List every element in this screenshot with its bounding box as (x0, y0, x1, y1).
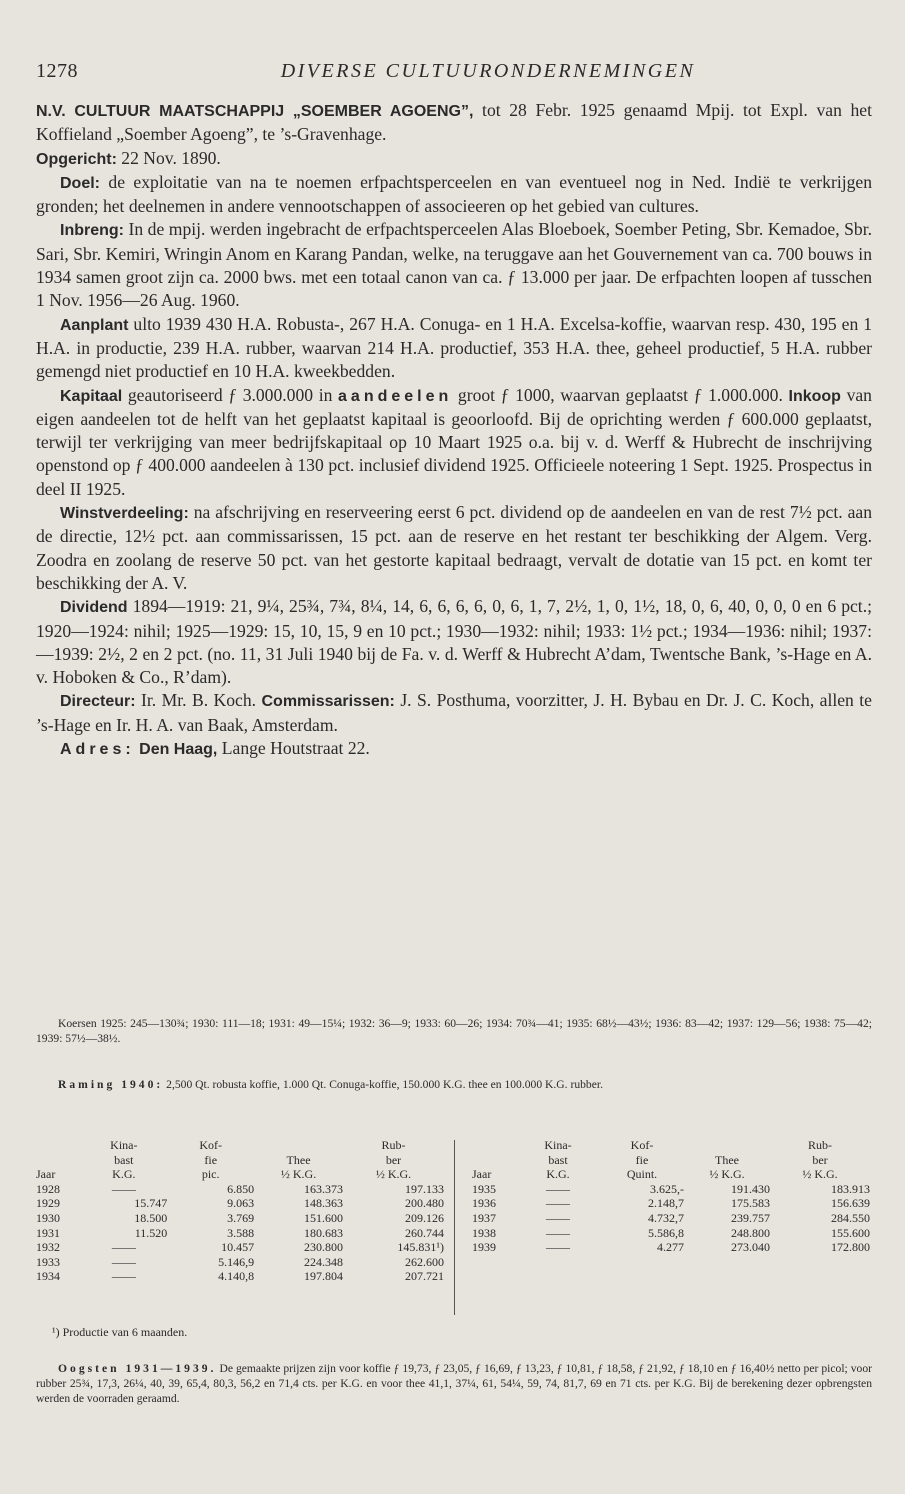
table-row (472, 1182, 870, 1197)
table-cell: 3.625,- (650, 1181, 684, 1196)
table-cell: 180.683 (303, 1225, 343, 1240)
aanplant-text: ulto 1939 430 H.A. Robusta-, 267 H.A. Conuga- en 1 H.A. Excelsa-koffie, waarvan resp. 430, 195 en 1 H.A. in productie, 239 H.A. rubber, waarvan 214 H.A. productief, 353 H.A. thee, geheel productief, 5 H.A. rubber gemengd niet productief en 10 H.A. kweekbedden. (36, 313, 872, 382)
kapitaal-paragraph (36, 384, 872, 501)
table-cell: 1930 (36, 1210, 60, 1225)
table-header-cell (684, 1138, 770, 1153)
table-header-cell: ½ K.G. (709, 1167, 745, 1182)
table-row (472, 1196, 870, 1211)
table-header-row (36, 1167, 444, 1182)
inkoop-label: Inkoop (788, 387, 841, 405)
table-cell: 9.063 (227, 1196, 255, 1211)
table-cell: 151.600 (303, 1210, 343, 1225)
commissarissen-text: J. S. Posthuma, voorzitter, J. H. Bybau en Dr. J. C. Koch, allen te ’s-Hage en Ir. H. A. van Baak, Amsterdam. (36, 690, 872, 735)
table-cell: 3.769 (227, 1210, 255, 1225)
table-cell: 18.500 (134, 1210, 168, 1225)
table-cell: 15.747 (134, 1196, 168, 1211)
opgericht-paragraph (36, 147, 872, 171)
table-row (472, 1211, 870, 1226)
table-cell: 224.348 (303, 1254, 343, 1269)
dividend-text: 1894—1919: 21, 9¼, 25¾, 7¾, 8¼, 14, 6, 6, 6, 6, 0, 6, 1, 7, 2½, 1, 0, 1½, 18, 0, 6, 40, 0, 0, 0 en 6 pct.; 1920—1924: nihil; 1925—1929: 15, 10, 15, 9 en 10 pct.; 1930—1932: nihil; 1933: 1½ pct.; 1934—1936: nihil; 1937: —1939: 2½, 2 en 2 pct. (no. 11, 31 Juli 1940 bij de Fa. v. d. Werff & Hubrecht A’dam, Twentsche Bank, ’s-Hage en A. v. Hoboken & Co., R’dam). (36, 596, 872, 688)
running-title: DIVERSE CULTUURONDERNEMINGEN (280, 60, 696, 82)
table-header-cell: Thee (286, 1152, 311, 1167)
aanplant-paragraph (36, 313, 872, 384)
company-entry (36, 99, 872, 761)
table-header-row (472, 1167, 870, 1182)
table-cell: 1935 (472, 1181, 496, 1196)
table-header-cell: Kof- (199, 1138, 223, 1152)
table-cell: 155.600 (831, 1225, 870, 1240)
table-row (472, 1226, 870, 1241)
table-header-cell (472, 1153, 516, 1168)
production-table-left (36, 1138, 444, 1284)
winst-text: na afschrijving en reserveering eerst 6 pct. dividend op de aandeelen en van de rest 7½ pct. aan de directie, 12½ pct. aan commissarissen, 15 pct. aan de reserve en het restant ter beschikking der Algem. Verg. Zoodra en zoolang de reserve 50 pct. van het gestorte kapitaal bedraagt, vervalt de dotatie van 15 pct. en komt ter beschikking der A. V. (36, 502, 872, 593)
table-cell: —— (546, 1225, 570, 1240)
table-cell: 183.913 (831, 1181, 870, 1196)
table-header-cell: bast (548, 1152, 568, 1167)
table-cell: 207.721 (405, 1269, 444, 1284)
adres-city: Den Haag, (134, 741, 218, 759)
table-header-cell: ber (385, 1152, 402, 1167)
table-header-cell: Jaar (36, 1167, 56, 1182)
table-header-cell (254, 1138, 343, 1153)
table-header-cell: ½ K.G. (802, 1167, 838, 1182)
adres-label: Adres: (60, 741, 135, 759)
table-cell: 1936 (472, 1196, 496, 1211)
table-cell: —— (546, 1240, 570, 1255)
table-header-cell: ½ K.G. (375, 1167, 412, 1182)
table-header-cell: bast (114, 1152, 134, 1167)
aanplant-label: Aanplant (60, 316, 129, 334)
raming-label: Raming 1940: (58, 1078, 164, 1091)
table-row (36, 1226, 444, 1241)
table-row (36, 1211, 444, 1226)
table-cell: 1928 (36, 1181, 60, 1196)
table-row (36, 1269, 444, 1284)
dividend-label: Dividend (60, 599, 128, 617)
table-cell: 3.588 (227, 1225, 255, 1240)
oogsten-block (36, 1361, 872, 1406)
table-row (472, 1240, 870, 1255)
koersen-block (36, 1016, 872, 1046)
commissarissen-label: Commissarissen: (261, 693, 395, 711)
opgericht-text: 22 Nov. 1890. (116, 147, 221, 168)
table-cell: 2.148,7 (648, 1196, 684, 1211)
adres-paragraph (36, 737, 872, 761)
raming-block (36, 1077, 872, 1092)
doel-paragraph (36, 171, 872, 219)
directeur-label: Directeur: (60, 693, 136, 711)
inkoop-text: van eigen aandeelen tot de helft van het geplaatst kapitaal is geoorloofd. Bij de oprichting werden ƒ 600.000 geplaatst, terwijl ter verkrijging van meer bedrijfskapitaal op 10 Maart 1925 o.a. bij v. d. Werff & Hubrecht de inschrijving openstond op ƒ 400.000 aandeelen à 130 pct. inclusief dividend 1925. Officieele noteering 1 Sept. 1925. Prospectus in deel II 1925. (36, 384, 872, 499)
dividend-paragraph (36, 595, 872, 689)
table-cell: 4.732,7 (648, 1210, 684, 1225)
table-header-cell: Kina- (110, 1138, 138, 1152)
table-cell: 209.126 (405, 1210, 444, 1225)
table-cell: —— (546, 1181, 570, 1196)
table-row (36, 1255, 444, 1270)
doel-label: Doel: (60, 174, 100, 192)
table-row (36, 1240, 444, 1255)
table-cell: 260.744 (405, 1225, 444, 1240)
table-cell: 4.277 (657, 1240, 684, 1255)
table-cell: 262.600 (405, 1254, 444, 1269)
winst-label: Winstverdeeling: (60, 505, 189, 523)
table-cell: 10.457 (221, 1240, 255, 1255)
table-header-cell: Quint. (626, 1167, 658, 1182)
table-cell: 1934 (36, 1269, 60, 1284)
table-cell: 230.800 (303, 1240, 343, 1255)
table-cell: 163.373 (303, 1181, 343, 1196)
table-cell: —— (111, 1181, 136, 1196)
table-header-cell: Thee (715, 1152, 739, 1167)
table-header-cell (472, 1138, 516, 1153)
table-cell: 172.800 (831, 1240, 870, 1255)
table-cell: —— (111, 1269, 136, 1284)
inbreng-label: Inbreng: (60, 222, 124, 240)
table-cell: —— (546, 1196, 570, 1211)
table-header-cell: Rub- (808, 1138, 832, 1152)
table-cell: 197.804 (303, 1269, 343, 1284)
kapitaal-label: Kapitaal (60, 387, 123, 405)
table-header-row (472, 1153, 870, 1168)
adres-text: Lange Houtstraat 22. (217, 738, 370, 759)
table-header-row (36, 1138, 444, 1153)
table-cell: 284.550 (831, 1210, 870, 1225)
table-cell: 191.430 (731, 1181, 770, 1196)
table-cell: 1932 (36, 1240, 60, 1255)
table-header-row (36, 1153, 444, 1168)
directeur-text: Ir. Mr. B. Koch. (135, 690, 262, 711)
table-header-cell (36, 1153, 80, 1168)
table-cell: 156.639 (831, 1196, 870, 1211)
table-header-cell: K.G. (546, 1167, 570, 1182)
opgericht-label: Opgericht: (36, 150, 117, 168)
table-cell: 4.140,8 (218, 1269, 255, 1284)
table-cell: 175.583 (731, 1196, 770, 1211)
table-cell: —— (546, 1210, 570, 1225)
koersen-text: Koersen 1925: 245—130¾; 1930: 111—18; 1931: 49—15¼; 1932: 36—9; 1933: 60—26; 1934: 70¾—41; 1935: 68½—43½; 1936: 83—42; 1937: 129—56; 1938: 75—42; 1939: 57½—38½. (36, 1017, 872, 1045)
table-cell: 5.146,9 (218, 1254, 255, 1269)
inbreng-text: In de mpij. werden ingebracht de erfpachtsperceelen Alas Bloeboek, Soember Peting, Sbr. Kemadoe, Sbr. Sari, Sbr. Kemiri, Wringin Anom en Karang Pandan, welke, na teruggave aan het Gouvernement van ca. 700 bouws in 1934 samen groot zijn ca. 2000 bws. met een totaal canon van ca. ƒ 13.000 per jaar. De erfpachten loopen af tusschen 1 Nov. 1956—26 Aug. 1960. (36, 219, 872, 311)
table-cell: 1929 (36, 1196, 60, 1211)
table-cell: 239.757 (731, 1210, 770, 1225)
winst-paragraph (36, 501, 872, 595)
table-header-cell: pic. (201, 1167, 220, 1182)
table-header-cell (36, 1138, 80, 1153)
table-header-row (472, 1138, 870, 1153)
table-row (36, 1196, 444, 1211)
table-header-cell: fie (635, 1152, 649, 1167)
doel-text: de exploitatie van na te noemen erfpachtsperceelen en van eventueel nog in Ned. Indië te verkrijgen gronden; het deelnemen in andere vennootschappen of associeeren op het gebied van cultures. (36, 171, 872, 217)
table-header-cell: Kof- (630, 1138, 654, 1152)
kapitaal-text-2: groot ƒ 1000, waarvan geplaatst ƒ 1.000.000. (452, 384, 789, 405)
table-cell: 248.800 (731, 1225, 770, 1240)
table-row (36, 1182, 444, 1197)
table-header-cell: Jaar (472, 1167, 492, 1182)
table-cell: 1939 (472, 1240, 496, 1255)
table-header-cell: K.G. (112, 1167, 136, 1182)
table-cell: 1938 (472, 1225, 496, 1240)
inbreng-paragraph (36, 218, 872, 312)
table-cell: 11.520 (134, 1225, 168, 1240)
page-header (36, 60, 870, 90)
company-intro: tot 28 Febr. 1925 genaamd Mpij. tot Expl. van het Koffieland „Soember Agoeng”, te ’s-Gravenhage. (36, 100, 872, 145)
kapitaal-text-1: geautoriseerd ƒ 3.000.000 in (122, 384, 339, 405)
table-cell: 200.480 (405, 1196, 444, 1211)
table-footnote: ¹) Productie van 6 maanden. (52, 1325, 188, 1339)
table-header-cell: fie (204, 1152, 218, 1167)
table-cell: 5.586,8 (648, 1225, 684, 1240)
table-header-cell: Kina- (544, 1138, 572, 1152)
table-cell: 148.363 (303, 1196, 343, 1211)
table-cell: —— (111, 1240, 136, 1255)
table-cell: 1937 (472, 1210, 496, 1225)
table-cell: 145.831¹) (397, 1240, 444, 1255)
table-cell: —— (111, 1254, 136, 1269)
table-cell: 197.133 (405, 1181, 444, 1196)
table-divider (454, 1140, 455, 1315)
table-cell: 6.850 (227, 1181, 255, 1196)
page-number: 1278 (36, 60, 78, 82)
table-header-cell: ber (812, 1152, 828, 1167)
directeur-paragraph (36, 689, 872, 737)
table-cell: 273.040 (731, 1240, 770, 1255)
raming-text: 2,500 Qt. robusta koffie, 1.000 Qt. Conuga-koffie, 150.000 K.G. thee en 100.000 K.G. rubber. (163, 1078, 603, 1091)
table-cell: 1931 (36, 1225, 60, 1240)
oogsten-text: De gemaakte prijzen zijn voor koffie ƒ 19,73, ƒ 23,05, ƒ 16,69, ƒ 13,23, ƒ 10,81, ƒ 18,58, ƒ 21,92, ƒ 18,10 en ƒ 16,40½ netto per picol; voor rubber 25¾, 17,3, 26¼, 40, 39, 65,4, 80,3, 56,2 en 71,4 cts. per K.G. en voor thee 41,1, 37¼, 61, 54¼, 59, 74, 81,7, 69 en 71 cts. per K.G. Bij de berekening dezer opbrengsten werden de voorraden geraamd. (36, 1362, 873, 1405)
company-name: N.V. CULTUUR MAATSCHAPPIJ „SOEMBER AGOENG”, (36, 103, 474, 120)
kapitaal-spaced-word: aandeelen (338, 387, 453, 405)
company-paragraph (36, 99, 872, 147)
table-header-cell: ½ K.G. (280, 1167, 317, 1182)
table-cell: 1933 (36, 1254, 60, 1269)
oogsten-label: Oogsten 1931—1939. (58, 1362, 217, 1375)
table-header-cell: Rub- (381, 1138, 406, 1152)
production-table-right (472, 1138, 870, 1255)
